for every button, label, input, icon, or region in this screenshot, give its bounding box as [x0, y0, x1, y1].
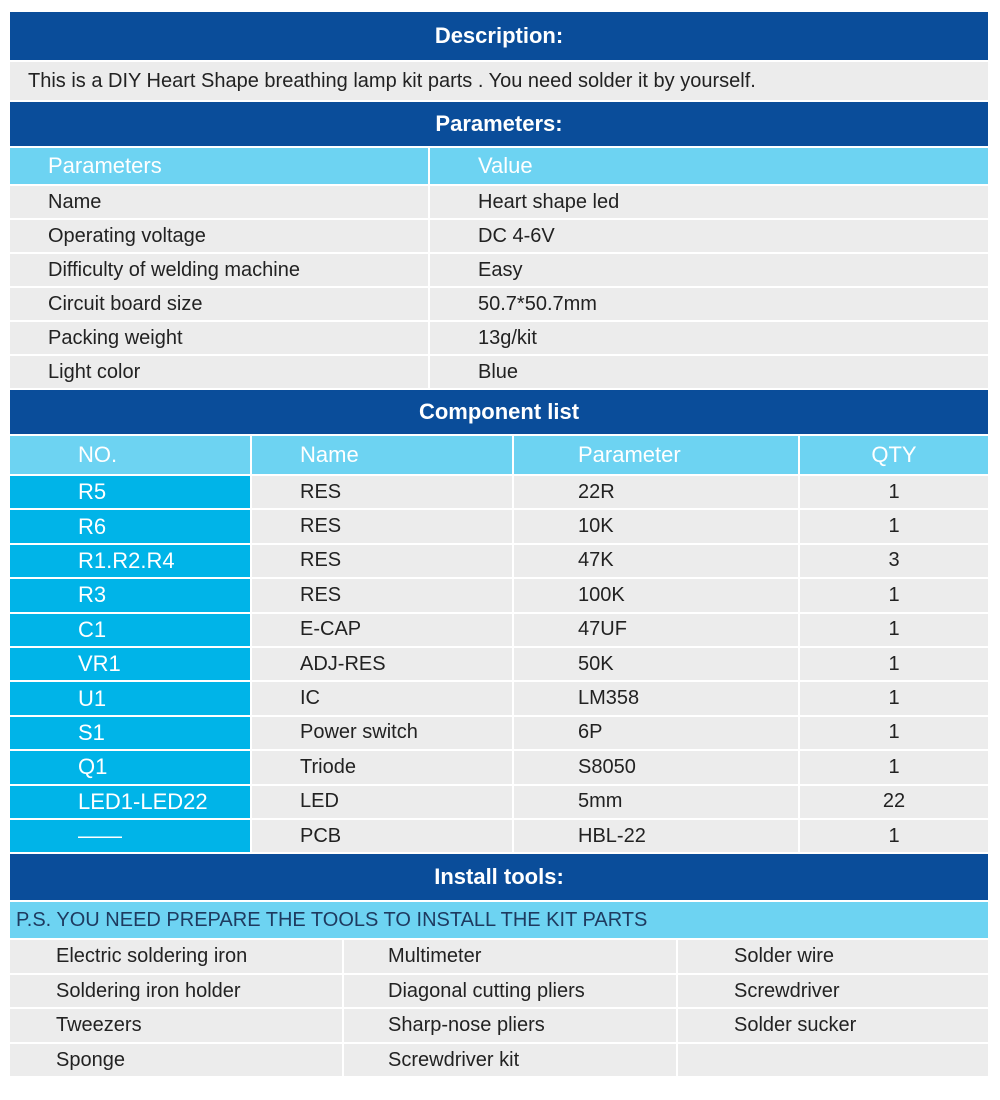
tools-table: [10, 940, 988, 1076]
parameter-value: 13g/kit: [430, 322, 988, 354]
tool-item: Sharp-nose pliers: [344, 1009, 676, 1042]
table-row: [10, 476, 988, 508]
table-row: [10, 717, 988, 749]
component-parameter: 6P: [514, 717, 798, 749]
tool-item: Screwdriver kit: [344, 1044, 676, 1077]
component-qty: 1: [800, 476, 988, 508]
component-qty: 3: [800, 545, 988, 577]
table-row: [10, 1009, 988, 1042]
component-parameter: 50K: [514, 648, 798, 680]
component-name: PCB: [252, 820, 512, 852]
component-name: Power switch: [252, 717, 512, 749]
table-row: [10, 186, 988, 218]
table-row: [10, 1044, 988, 1077]
table-row: [10, 975, 988, 1008]
install-tools-header: Install tools:: [10, 854, 988, 900]
tool-item: Tweezers: [10, 1009, 342, 1042]
tool-item: Solder sucker: [678, 1009, 988, 1042]
component-name: RES: [252, 476, 512, 508]
component-name: E-CAP: [252, 614, 512, 646]
component-qty: 1: [800, 820, 988, 852]
parameters-column-header: Parameters: [10, 148, 428, 184]
component-parameter: 47UF: [514, 614, 798, 646]
component-no: R3: [10, 579, 250, 611]
tool-item: Solder wire: [678, 940, 988, 973]
table-row: [10, 545, 988, 577]
component-no: Q1: [10, 751, 250, 783]
component-name: RES: [252, 510, 512, 542]
component-parameter: 5mm: [514, 786, 798, 818]
description-text: This is a DIY Heart Shape breathing lamp kit parts . You need solder it by yourself.: [10, 62, 988, 100]
parameter-name: Circuit board size: [10, 288, 428, 320]
component-name: IC: [252, 682, 512, 714]
tool-item: Electric soldering iron: [10, 940, 342, 973]
component-no: U1: [10, 682, 250, 714]
component-name: RES: [252, 579, 512, 611]
parameter-value: Heart shape led: [430, 186, 988, 218]
tool-item: Screwdriver: [678, 975, 988, 1008]
tool-item: Multimeter: [344, 940, 676, 973]
parameter-value: DC 4-6V: [430, 220, 988, 252]
component-qty: 1: [800, 717, 988, 749]
parameters-header: Parameters:: [10, 102, 988, 146]
parameter-name: Light color: [10, 356, 428, 388]
parameter-value: 50.7*50.7mm: [430, 288, 988, 320]
component-qty: 22: [800, 786, 988, 818]
tool-item: Sponge: [10, 1044, 342, 1077]
name-column-header: Name: [252, 436, 512, 474]
table-row: [10, 682, 988, 714]
component-qty: 1: [800, 614, 988, 646]
tool-item: Soldering iron holder: [10, 975, 342, 1008]
table-row: [10, 254, 988, 286]
table-row: [10, 786, 988, 818]
component-parameter: 22R: [514, 476, 798, 508]
parameter-name: Name: [10, 186, 428, 218]
component-parameter: HBL-22: [514, 820, 798, 852]
component-no: VR1: [10, 648, 250, 680]
component-table-body: [10, 476, 988, 852]
table-row: [10, 648, 988, 680]
qty-column-header: QTY: [800, 436, 988, 474]
component-qty: 1: [800, 510, 988, 542]
component-list-header: Component list: [10, 390, 988, 434]
table-row: [10, 751, 988, 783]
component-parameter: S8050: [514, 751, 798, 783]
component-qty: 1: [800, 648, 988, 680]
parameter-name: Operating voltage: [10, 220, 428, 252]
component-no: R5: [10, 476, 250, 508]
description-header: Description:: [10, 12, 988, 60]
table-row: [10, 220, 988, 252]
parameters-table: [10, 148, 988, 388]
component-qty: 1: [800, 579, 988, 611]
value-column-header: Value: [430, 148, 988, 184]
table-row: [10, 288, 988, 320]
component-name: RES: [252, 545, 512, 577]
table-row: [10, 820, 988, 852]
component-name: ADJ-RES: [252, 648, 512, 680]
table-row: [10, 322, 988, 354]
parameter-column-header: Parameter: [514, 436, 798, 474]
component-no: R6: [10, 510, 250, 542]
tools-note: P.S. YOU NEED PREPARE THE TOOLS TO INSTALL THE KIT PARTS: [10, 902, 988, 938]
component-no: S1: [10, 717, 250, 749]
component-name: Triode: [252, 751, 512, 783]
component-parameter: 100K: [514, 579, 798, 611]
table-row: [10, 356, 988, 388]
table-row: [10, 940, 988, 973]
component-no: ——: [10, 820, 250, 852]
component-qty: 1: [800, 682, 988, 714]
tool-item-empty: [678, 1044, 988, 1077]
parameter-name: Packing weight: [10, 322, 428, 354]
no-column-header: NO.: [10, 436, 250, 474]
parameter-value: Easy: [430, 254, 988, 286]
table-row: [10, 510, 988, 542]
component-parameter: LM358: [514, 682, 798, 714]
product-spec-sheet: [10, 12, 988, 1078]
component-name: LED: [252, 786, 512, 818]
parameters-table-header-row: [10, 148, 988, 184]
component-parameter: 47K: [514, 545, 798, 577]
parameter-value: Blue: [430, 356, 988, 388]
component-no: R1.R2.R4: [10, 545, 250, 577]
table-row: [10, 614, 988, 646]
tool-item: Diagonal cutting pliers: [344, 975, 676, 1008]
component-parameter: 10K: [514, 510, 798, 542]
component-qty: 1: [800, 751, 988, 783]
component-table-header-row: [10, 436, 988, 474]
component-no: LED1-LED22: [10, 786, 250, 818]
table-row: [10, 579, 988, 611]
component-table: [10, 436, 988, 852]
parameter-name: Difficulty of welding machine: [10, 254, 428, 286]
component-no: C1: [10, 614, 250, 646]
